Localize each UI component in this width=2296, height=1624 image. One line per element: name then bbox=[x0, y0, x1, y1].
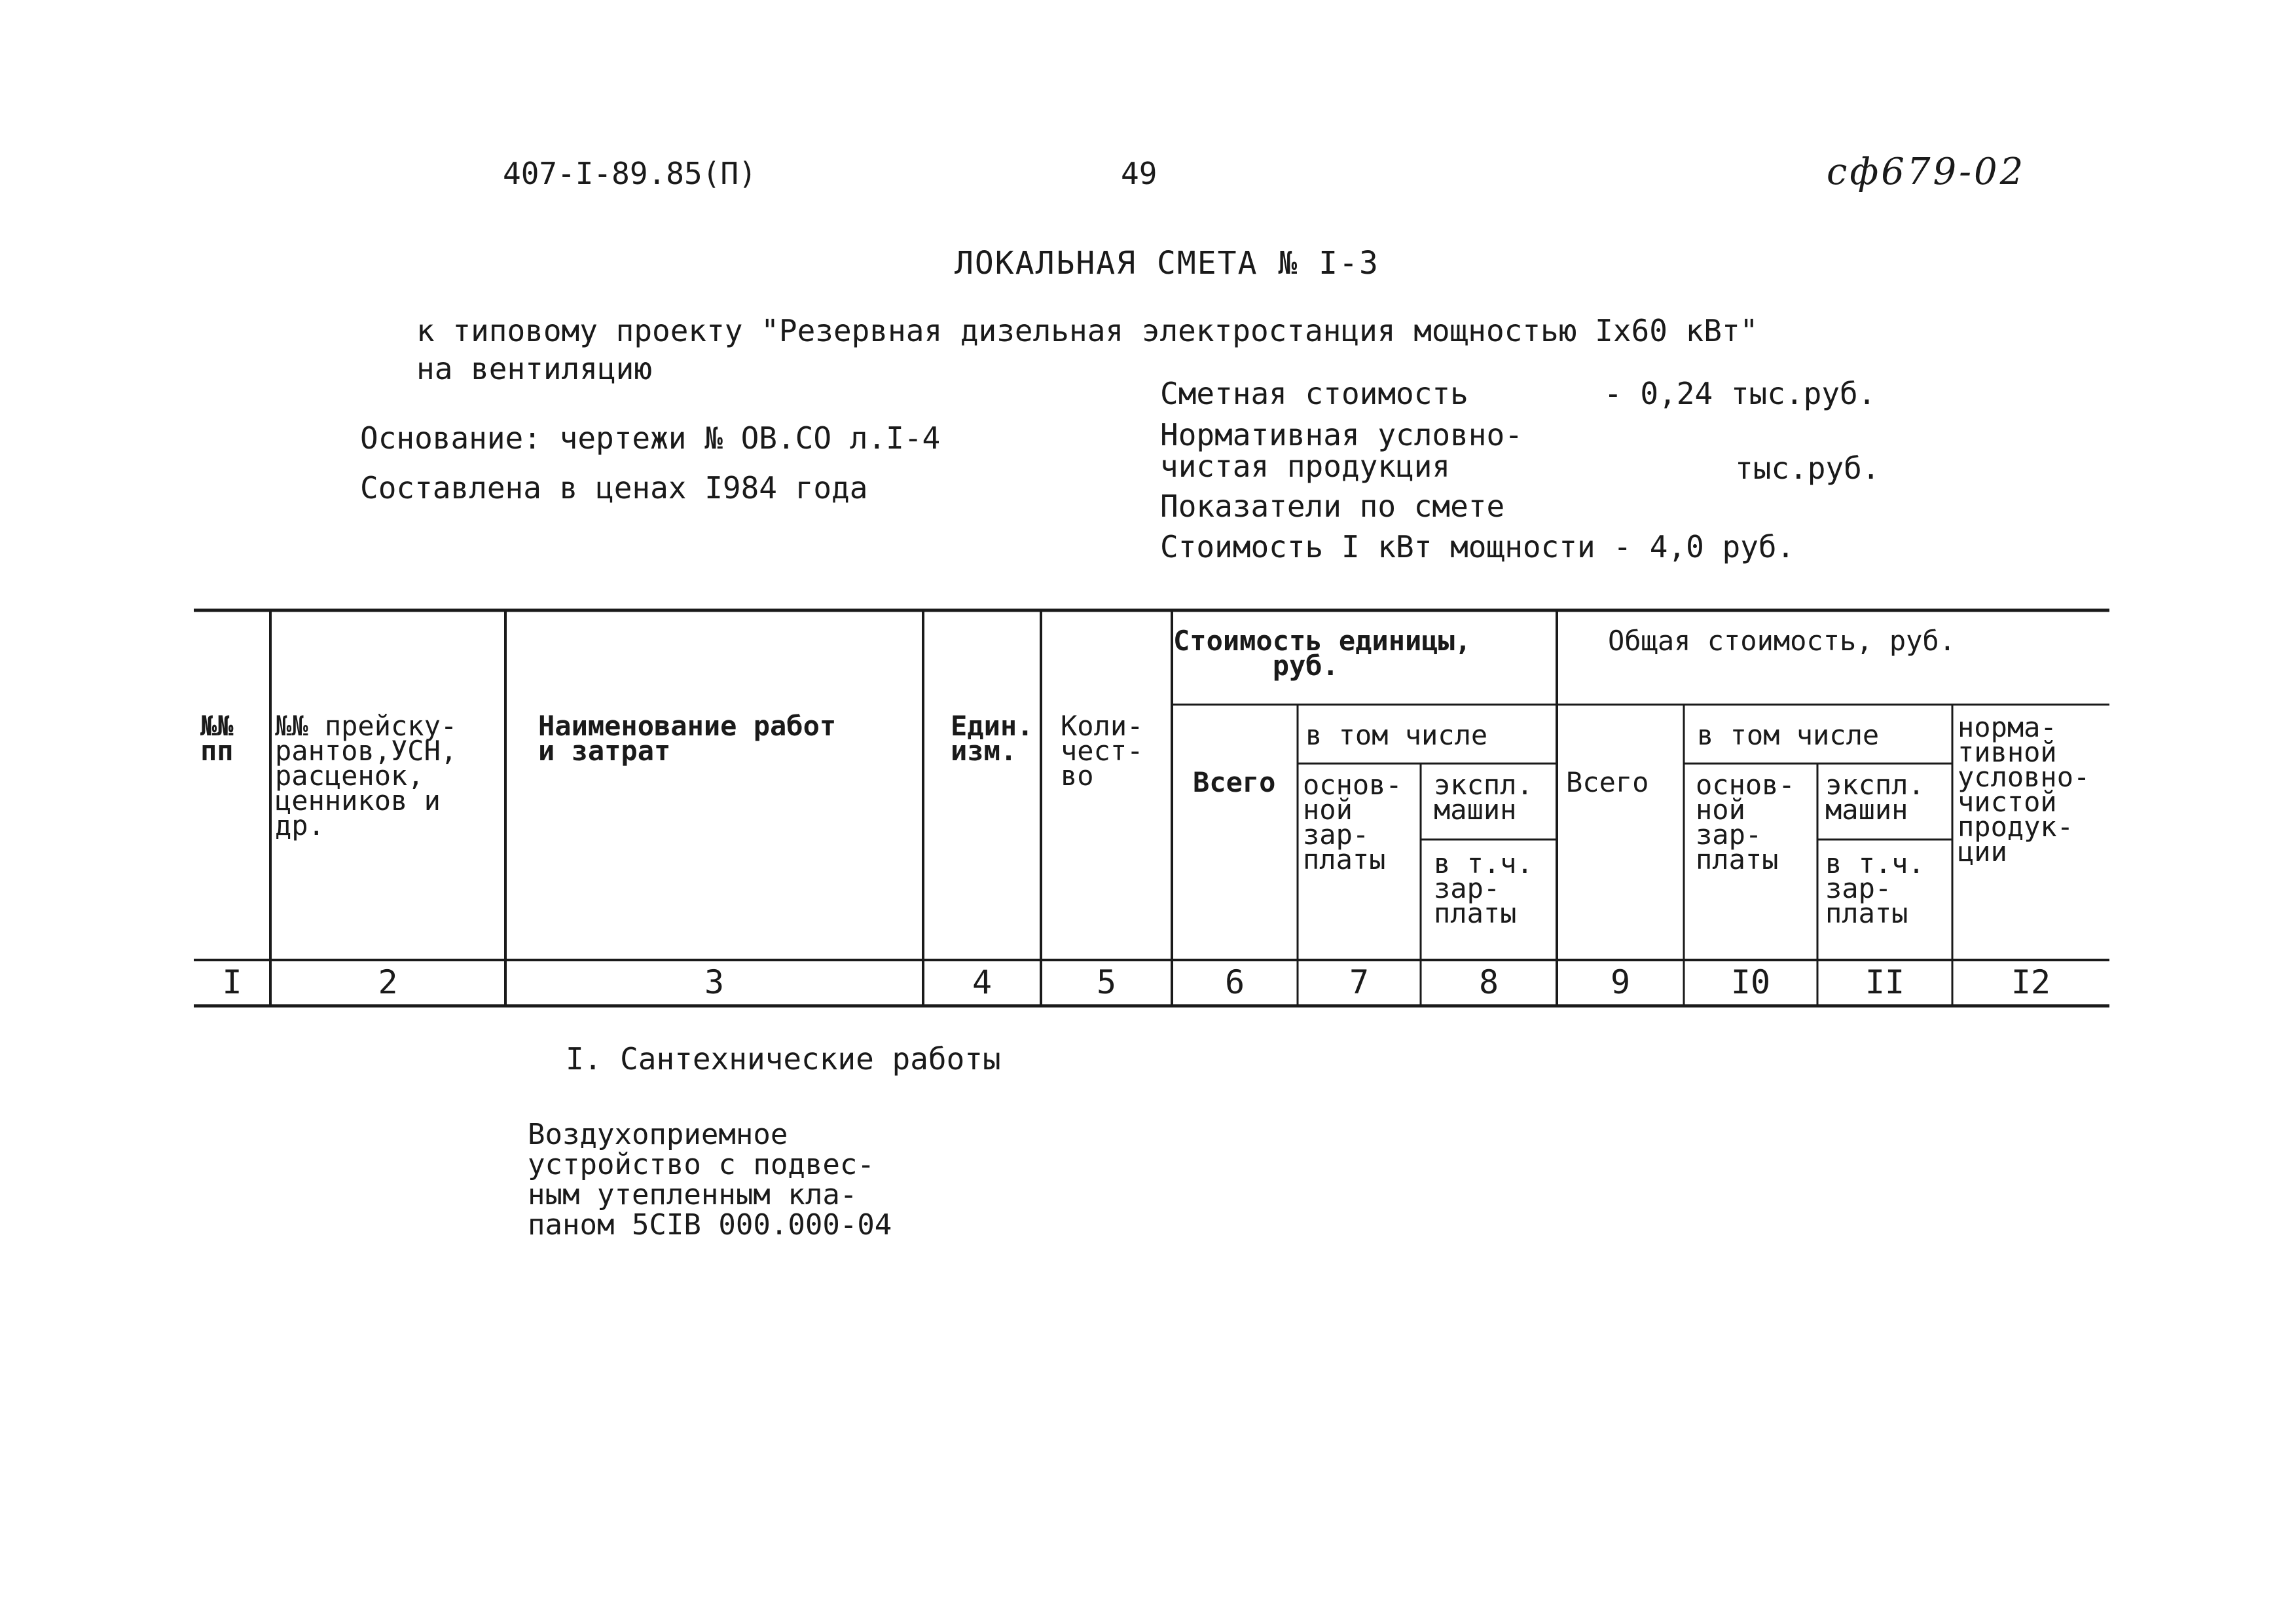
column-number: 4 bbox=[972, 963, 993, 1001]
header-unit-cost-including: в том числе bbox=[1305, 719, 1488, 751]
header-total-cost-total: Всего bbox=[1566, 766, 1649, 798]
header-quantity: Коли- чест- во bbox=[1061, 710, 1144, 792]
project-scope: на вентиляцию bbox=[416, 351, 653, 386]
header-total-cost-group: Общая стоимость, руб. bbox=[1608, 625, 1956, 657]
column-number: I2 bbox=[2011, 963, 2051, 1001]
column-number: 3 bbox=[704, 963, 725, 1001]
column-number: 9 bbox=[1610, 963, 1631, 1001]
work-item-description: Воздухоприемное устройство с подвес- ным утепленным кла- паном 5CIB 000.000-04 bbox=[528, 1118, 892, 1242]
header-unit: Един. изм. bbox=[951, 710, 1034, 767]
column-number: 6 bbox=[1224, 963, 1245, 1001]
indicators-label: Показатели по смете bbox=[1160, 489, 1505, 524]
page-number: 49 bbox=[1121, 156, 1157, 191]
document-code: 407-I-89.85(П) bbox=[503, 156, 757, 191]
header-row-number: №№ пп bbox=[200, 710, 234, 767]
header-total-cost-including: в том числе bbox=[1697, 719, 1880, 751]
normative-value: тыс.руб. bbox=[1735, 451, 1880, 486]
archive-code: сф679-02 bbox=[1827, 151, 2026, 193]
basis-text: Основание: чертежи № ОВ.СО л.I-4 bbox=[360, 420, 941, 456]
header-unit-base-salary: основ- ной зар- платы bbox=[1303, 769, 1402, 876]
column-number: 5 bbox=[1096, 963, 1117, 1001]
column-number: I0 bbox=[1730, 963, 1771, 1001]
header-work-name: Наименование работ и затрат bbox=[538, 710, 837, 767]
header-unit-cost-group: Стоимость единицы, руб. bbox=[1173, 625, 1472, 682]
normative-label: Нормативная условно- чистая продукция bbox=[1160, 417, 1523, 484]
header-unit-machines-salary: в т.ч. зар- платы bbox=[1434, 847, 1533, 929]
estimated-cost-label: Сметная стоимость bbox=[1160, 376, 1468, 411]
section-title: I. Сантехнические работы bbox=[566, 1041, 1001, 1077]
project-description: к типовому проекту "Резервная дизельная электростанция мощностью Iх60 кВт" bbox=[416, 313, 1758, 348]
estimate-title: ЛОКАЛЬНАЯ СМЕТА № I-3 bbox=[955, 245, 1379, 282]
column-number: I bbox=[222, 963, 242, 1001]
prices-year-text: Составлена в ценах I984 года bbox=[360, 470, 868, 506]
estimated-cost-value: - 0,24 тыс.руб. bbox=[1604, 376, 1876, 411]
kw-cost-indicator: Стоимость I кВт мощности - 4,0 руб. bbox=[1160, 529, 1795, 564]
header-normative-product: норма- тивной условно- чистой продук- ции bbox=[1958, 711, 2090, 868]
header-price-list-refs: №№ прейску- рантов,УСН, расценок, ценников и др. bbox=[275, 710, 458, 841]
header-total-machines-salary: в т.ч. зар- платы bbox=[1825, 847, 1925, 929]
column-number: 8 bbox=[1478, 963, 1499, 1001]
column-number: 2 bbox=[378, 963, 398, 1001]
header-unit-machines: экспл. машин bbox=[1434, 769, 1533, 826]
header-unit-cost-total: Всего bbox=[1193, 766, 1276, 798]
column-number: II bbox=[1865, 963, 1905, 1001]
header-total-base-salary: основ- ной зар- платы bbox=[1696, 769, 1795, 876]
header-total-machines: экспл. машин bbox=[1825, 769, 1925, 826]
column-number: 7 bbox=[1349, 963, 1370, 1001]
